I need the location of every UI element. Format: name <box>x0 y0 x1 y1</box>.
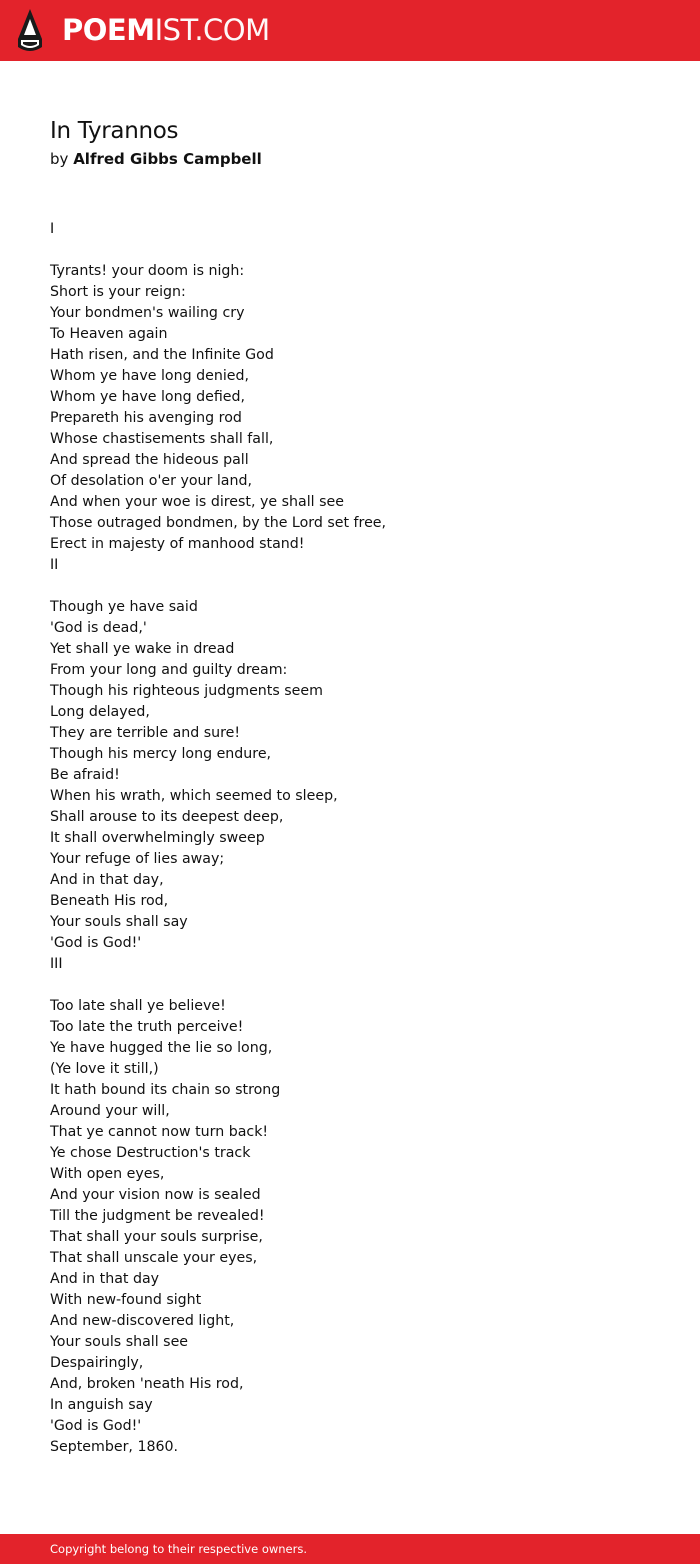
poem-line: Too late the truth perceive! <box>50 1019 244 1035</box>
poem-line: That shall unscale your eyes, <box>50 1250 258 1266</box>
poem-line: September, 1860. <box>50 1439 179 1455</box>
poem-line: Be afraid! <box>50 767 120 783</box>
poem-line: Too late shall ye believe! <box>50 998 226 1014</box>
logo-bold-text: POEM <box>62 13 155 47</box>
poem-line: And spread the hideous pall <box>50 452 249 468</box>
poem-line: III <box>50 956 63 972</box>
poem-line: Despairingly, <box>50 1355 144 1371</box>
poem-line: Around your will, <box>50 1103 170 1119</box>
poem-line: 'God is God!' <box>50 935 142 951</box>
poem-line: With new-found sight <box>50 1292 202 1308</box>
poem-line: And in that day <box>50 1271 160 1287</box>
poem-line: Whom ye have long defied, <box>50 389 246 405</box>
poem-line: II <box>50 557 59 573</box>
poem-line: And new-discovered light, <box>50 1313 235 1329</box>
poem-line: That shall your souls surprise, <box>50 1229 263 1245</box>
poem-line: Your souls shall say <box>50 914 188 930</box>
poem-line: It shall overwhelmingly sweep <box>50 830 265 846</box>
poem-line: Your bondmen's wailing cry <box>50 305 245 321</box>
poem-line: And in that day, <box>50 872 164 888</box>
poem-line: Tyrants! your doom is nigh: <box>50 263 245 279</box>
byline <box>50 148 650 170</box>
poem-line: (Ye love it still,) <box>50 1061 159 1077</box>
poem-line: Your souls shall see <box>50 1334 189 1350</box>
poem-line: Of desolation o'er your land, <box>50 473 253 489</box>
site-header <box>0 0 700 61</box>
poem-line: Till the judgment be revealed! <box>50 1208 265 1224</box>
poem-line <box>50 240 650 261</box>
poem-line: It hath bound its chain so strong <box>50 1082 281 1098</box>
poem-line: Though his righteous judgments seem <box>50 683 323 699</box>
logo-light-text: IST.COM <box>154 13 270 47</box>
poem-line: They are terrible and sure! <box>50 725 241 741</box>
poem-line: 'God is God!' <box>50 1418 142 1434</box>
poem-line <box>50 576 650 597</box>
poem-line: I <box>50 221 55 237</box>
poem-line: Whose chastisements shall fall, <box>50 431 274 447</box>
poem-line: Prepareth his avenging rod <box>50 410 242 426</box>
poem-line: And your vision now is sealed <box>50 1187 261 1203</box>
site-footer <box>0 1534 700 1564</box>
copyright-text: Copyright belong to their respective owners. <box>50 1542 308 1556</box>
poem-line: To Heaven again <box>50 326 168 342</box>
poem-line: Erect in majesty of manhood stand! <box>50 536 305 552</box>
poem-line: Whom ye have long denied, <box>50 368 250 384</box>
poem-line: With open eyes, <box>50 1166 165 1182</box>
poem-line: And, broken 'neath His rod, <box>50 1376 244 1392</box>
poem-line: Beneath His rod, <box>50 893 169 909</box>
poem-body <box>50 219 650 1458</box>
pencil-tip-icon[interactable] <box>18 9 42 52</box>
poem-line: In anguish say <box>50 1397 153 1413</box>
poem-line <box>50 975 650 996</box>
poem-line: Long delayed, <box>50 704 150 720</box>
author-name: Alfred Gibbs Campbell <box>73 150 262 168</box>
poem-line: Yet shall ye wake in dread <box>50 641 235 657</box>
poem-line: Ye chose Destruction's track <box>50 1145 251 1161</box>
poem-line: Your refuge of lies away; <box>50 851 225 867</box>
poem-line: When his wrath, which seemed to sleep, <box>50 788 338 804</box>
poem-line: And when your woe is direst, ye shall see <box>50 494 344 510</box>
poem-title: In Tyrannos <box>50 118 179 144</box>
poem-line: 'God is dead,' <box>50 620 147 636</box>
poem-line: Shall arouse to its deepest deep, <box>50 809 284 825</box>
poem-line: Hath risen, and the Infinite God <box>50 347 274 363</box>
site-logo[interactable] <box>62 12 270 48</box>
poem-line: Those outraged bondmen, by the Lord set free, <box>50 515 387 531</box>
by-label: by <box>50 150 69 168</box>
poem-line: Though ye have said <box>50 599 198 615</box>
poem-line: Ye have hugged the lie so long, <box>50 1040 273 1056</box>
poem-line: From your long and guilty dream: <box>50 662 288 678</box>
poem-header <box>50 114 650 170</box>
poem-line: Though his mercy long endure, <box>50 746 272 762</box>
poem-line: Short is your reign: <box>50 284 186 300</box>
poem-line: That ye cannot now turn back! <box>50 1124 269 1140</box>
